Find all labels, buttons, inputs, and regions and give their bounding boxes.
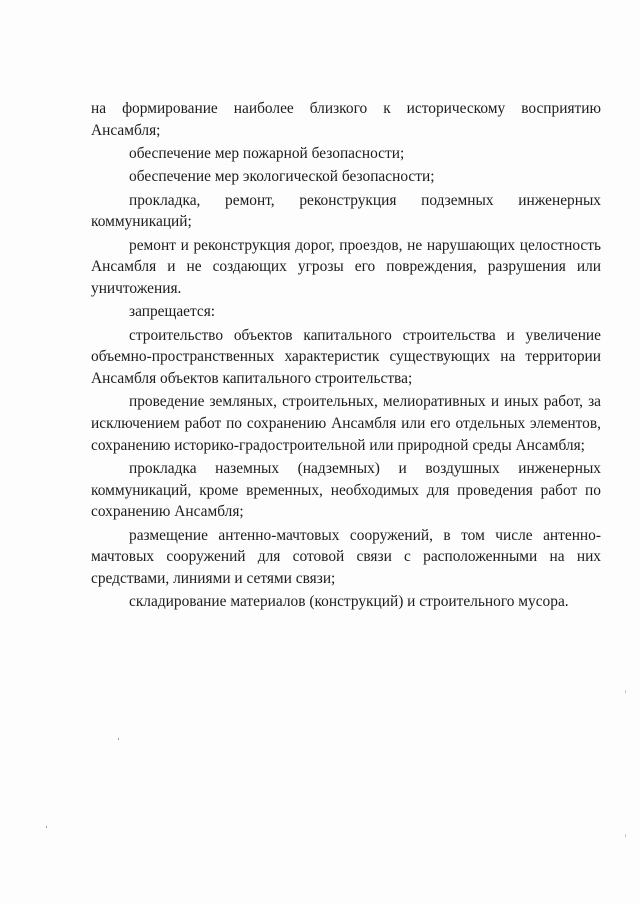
- scan-speck: [118, 738, 119, 740]
- paragraph-overhead-utilities: прокладка наземных (надземных) и воздушных инженерных коммуникаций, кроме временных, необходимых для проведения работ по сохранению Ансамбля;: [91, 460, 601, 521]
- paragraph-prohibited-heading: запрещается:: [129, 303, 216, 321]
- paragraph-underground-utilities: прокладка, ремонт, реконструкция подземных инженерных коммуникаций;: [91, 191, 601, 231]
- document-body: [91, 98, 601, 615]
- paragraph-roads: ремонт и реконструкция дорог, проездов, не нарушающих целостность Ансамбля и не создающих угрозы его повреждения, разрушения или уничтожения.: [91, 236, 601, 297]
- scan-speck: [625, 834, 626, 837]
- paragraph-fire-safety: обеспечение мер пожарной безопасности;: [129, 145, 405, 162]
- paragraph-continuation: на формирование наиболее близкого к историческому восприятию Ансамбля;: [91, 100, 601, 139]
- paragraph-storage: складирование материалов (конструкций) и строительного мусора.: [129, 593, 569, 611]
- paragraph-capital-construction: строительство объектов капитального строительства и увеличение объемно-пространственных характеристик существующих на территории Ансамбля объектов капитального строительства;: [91, 326, 601, 387]
- scan-speck: [625, 690, 626, 693]
- scan-speck: [46, 826, 47, 828]
- paragraph-earthworks: проведение земляных, строительных, мелиоративных и иных работ, за исключением работ по сохранению Ансамбля или его отдельных элементов, сохранению историко-градостроительной или природной среды Ансамбля;: [91, 393, 601, 454]
- paragraph-ecological-safety: обеспечение мер экологической безопасности;: [129, 168, 435, 186]
- paragraph-antenna-structures: размещение антенно-мачтовых сооружений, в том числе антенно-мачтовых сооружений для сотовой связи с расположенными на них средствами, линиями и сетями связи;: [91, 526, 601, 588]
